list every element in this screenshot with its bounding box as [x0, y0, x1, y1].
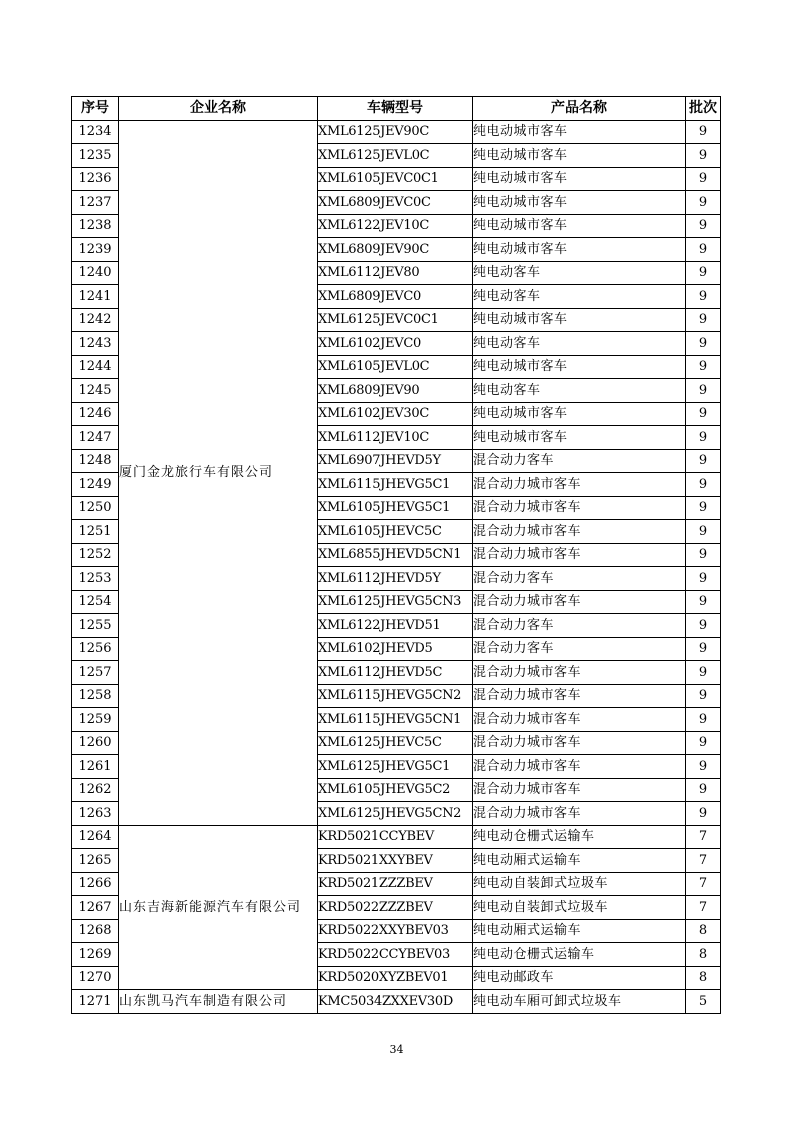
- cell-batch: 9: [686, 778, 721, 802]
- cell-product: 混合动力城市客车: [473, 731, 686, 755]
- cell-index: 1257: [72, 661, 119, 685]
- cell-batch: 9: [686, 426, 721, 450]
- cell-model: XML6125JEV90C: [318, 120, 473, 144]
- cell-model: XML6115JHEVG5CN1: [318, 708, 473, 732]
- cell-product: 纯电动自装卸式垃圾车: [473, 896, 686, 920]
- cell-index: 1264: [72, 825, 119, 849]
- cell-model: XML6115JHEVG5C1: [318, 473, 473, 497]
- cell-product: 纯电动厢式运输车: [473, 849, 686, 873]
- cell-product: 混合动力客车: [473, 567, 686, 591]
- cell-index: 1242: [72, 308, 119, 332]
- cell-model: XML6112JEV10C: [318, 426, 473, 450]
- cell-model: KRD5022CCYBEV03: [318, 943, 473, 967]
- cell-model: KMC5034ZXXEV30D: [318, 990, 473, 1014]
- cell-index: 1265: [72, 849, 119, 873]
- cell-product: 纯电动城市客车: [473, 402, 686, 426]
- cell-model: XML6112JEV80: [318, 261, 473, 285]
- cell-product: 混合动力城市客车: [473, 543, 686, 567]
- cell-batch: 9: [686, 755, 721, 779]
- cell-model: XML6122JEV10C: [318, 214, 473, 238]
- cell-product: 纯电动城市客车: [473, 167, 686, 191]
- cell-index: 1267: [72, 896, 119, 920]
- cell-index: 1258: [72, 684, 119, 708]
- cell-batch: 9: [686, 332, 721, 356]
- cell-batch: 7: [686, 825, 721, 849]
- header-batch: 批次: [686, 97, 721, 121]
- cell-index: 1238: [72, 214, 119, 238]
- cell-batch: 9: [686, 473, 721, 497]
- cell-model: XML6809JEVC0C: [318, 191, 473, 215]
- cell-model: XML6125JEVC0C1: [318, 308, 473, 332]
- cell-product: 纯电动客车: [473, 261, 686, 285]
- cell-product: 混合动力城市客车: [473, 755, 686, 779]
- cell-index: 1251: [72, 520, 119, 544]
- cell-model: XML6809JEV90C: [318, 238, 473, 262]
- cell-index: 1271: [72, 990, 119, 1014]
- cell-batch: 9: [686, 191, 721, 215]
- cell-batch: 9: [686, 308, 721, 332]
- header-company: 企业名称: [119, 97, 318, 121]
- cell-model: XML6125JHEVG5CN2: [318, 802, 473, 826]
- cell-batch: 9: [686, 167, 721, 191]
- cell-batch: 9: [686, 355, 721, 379]
- vehicle-table: [71, 96, 721, 1014]
- cell-index: 1255: [72, 614, 119, 638]
- cell-product: 混合动力城市客车: [473, 473, 686, 497]
- cell-model: XML6125JEVL0C: [318, 144, 473, 168]
- cell-model: XML6809JEVC0: [318, 285, 473, 309]
- page-number: 34: [389, 1043, 404, 1056]
- cell-index: 1246: [72, 402, 119, 426]
- cell-model: XML6122JHEVD51: [318, 614, 473, 638]
- cell-index: 1234: [72, 120, 119, 144]
- cell-batch: 9: [686, 496, 721, 520]
- cell-index: 1268: [72, 919, 119, 943]
- cell-product: 纯电动邮政车: [473, 966, 686, 990]
- cell-batch: 5: [686, 990, 721, 1014]
- cell-batch: 7: [686, 849, 721, 873]
- cell-model: XML6112JHEVD5C: [318, 661, 473, 685]
- cell-model: XML6105JHEVG5C1: [318, 496, 473, 520]
- cell-batch: 9: [686, 214, 721, 238]
- cell-product: 纯电动城市客车: [473, 120, 686, 144]
- cell-model: KRD5020XYZBEV01: [318, 966, 473, 990]
- cell-index: 1240: [72, 261, 119, 285]
- cell-model: XML6102JEV30C: [318, 402, 473, 426]
- cell-batch: 9: [686, 543, 721, 567]
- cell-product: 混合动力城市客车: [473, 520, 686, 544]
- cell-index: 1243: [72, 332, 119, 356]
- cell-product: 纯电动自装卸式垃圾车: [473, 872, 686, 896]
- cell-index: 1248: [72, 449, 119, 473]
- cell-model: XML6855JHEVD5CN1: [318, 543, 473, 567]
- cell-model: XML6102JHEVD5: [318, 637, 473, 661]
- cell-batch: 9: [686, 120, 721, 144]
- cell-index: 1270: [72, 966, 119, 990]
- cell-model: XML6907JHEVD5Y: [318, 449, 473, 473]
- cell-index: 1247: [72, 426, 119, 450]
- cell-model: XML6112JHEVD5Y: [318, 567, 473, 591]
- cell-index: 1254: [72, 590, 119, 614]
- cell-product: 纯电动客车: [473, 285, 686, 309]
- cell-index: 1262: [72, 778, 119, 802]
- cell-batch: 8: [686, 943, 721, 967]
- cell-model: XML6102JEVC0: [318, 332, 473, 356]
- cell-index: 1252: [72, 543, 119, 567]
- cell-model: XML6105JEVC0C1: [318, 167, 473, 191]
- table-body: [72, 120, 721, 1013]
- cell-index: 1244: [72, 355, 119, 379]
- cell-product: 混合动力城市客车: [473, 778, 686, 802]
- header-model: 车辆型号: [318, 97, 473, 121]
- cell-model: XML6125JHEVG5CN3: [318, 590, 473, 614]
- cell-model: KRD5021CCYBEV: [318, 825, 473, 849]
- cell-product: 纯电动仓栅式运输车: [473, 825, 686, 849]
- table-row: [72, 825, 721, 849]
- cell-product: 混合动力城市客车: [473, 708, 686, 732]
- cell-batch: 9: [686, 238, 721, 262]
- cell-product: 纯电动客车: [473, 379, 686, 403]
- cell-product: 纯电动车厢可卸式垃圾车: [473, 990, 686, 1014]
- cell-product: 混合动力客车: [473, 614, 686, 638]
- cell-model: XML6105JHEVG5C2: [318, 778, 473, 802]
- cell-index: 1256: [72, 637, 119, 661]
- header-product: 产品名称: [473, 97, 686, 121]
- cell-product: 纯电动厢式运输车: [473, 919, 686, 943]
- cell-batch: 9: [686, 449, 721, 473]
- cell-model: XML6105JEVL0C: [318, 355, 473, 379]
- table-row: [72, 120, 721, 144]
- cell-batch: 9: [686, 402, 721, 426]
- cell-model: KRD5021XXYBEV: [318, 849, 473, 873]
- cell-index: 1249: [72, 473, 119, 497]
- cell-product: 纯电动客车: [473, 332, 686, 356]
- cell-product: 纯电动城市客车: [473, 144, 686, 168]
- cell-batch: 9: [686, 379, 721, 403]
- cell-batch: 9: [686, 661, 721, 685]
- cell-batch: 7: [686, 896, 721, 920]
- cell-index: 1250: [72, 496, 119, 520]
- cell-batch: 9: [686, 285, 721, 309]
- cell-product: 混合动力城市客车: [473, 590, 686, 614]
- cell-company: 山东凯马汽车制造有限公司: [119, 990, 318, 1014]
- cell-index: 1266: [72, 872, 119, 896]
- cell-batch: 8: [686, 919, 721, 943]
- cell-company: 山东吉海新能源汽车有限公司: [119, 825, 318, 990]
- cell-product: 纯电动仓栅式运输车: [473, 943, 686, 967]
- cell-product: 纯电动城市客车: [473, 308, 686, 332]
- cell-index: 1237: [72, 191, 119, 215]
- cell-batch: 9: [686, 590, 721, 614]
- cell-model: XML6115JHEVG5CN2: [318, 684, 473, 708]
- cell-batch: 9: [686, 520, 721, 544]
- cell-index: 1261: [72, 755, 119, 779]
- cell-batch: 9: [686, 567, 721, 591]
- cell-batch: 9: [686, 144, 721, 168]
- cell-index: 1235: [72, 144, 119, 168]
- cell-index: 1236: [72, 167, 119, 191]
- cell-index: 1239: [72, 238, 119, 262]
- cell-product: 纯电动城市客车: [473, 214, 686, 238]
- cell-model: XML6125JHEVC5C: [318, 731, 473, 755]
- cell-batch: 9: [686, 614, 721, 638]
- cell-index: 1269: [72, 943, 119, 967]
- cell-batch: 9: [686, 708, 721, 732]
- cell-batch: 9: [686, 802, 721, 826]
- cell-product: 混合动力城市客车: [473, 661, 686, 685]
- table-row: [72, 990, 721, 1014]
- table-header-row: [72, 97, 721, 121]
- cell-model: KRD5022XXYBEV03: [318, 919, 473, 943]
- cell-product: 纯电动城市客车: [473, 238, 686, 262]
- cell-product: 混合动力城市客车: [473, 802, 686, 826]
- cell-index: 1260: [72, 731, 119, 755]
- cell-batch: 9: [686, 261, 721, 285]
- cell-model: XML6809JEV90: [318, 379, 473, 403]
- cell-index: 1259: [72, 708, 119, 732]
- cell-index: 1253: [72, 567, 119, 591]
- cell-product: 混合动力城市客车: [473, 684, 686, 708]
- cell-batch: 7: [686, 872, 721, 896]
- cell-product: 混合动力客车: [473, 449, 686, 473]
- cell-product: 混合动力客车: [473, 637, 686, 661]
- cell-product: 纯电动城市客车: [473, 355, 686, 379]
- cell-product: 混合动力城市客车: [473, 496, 686, 520]
- cell-batch: 9: [686, 731, 721, 755]
- cell-product: 纯电动城市客车: [473, 426, 686, 450]
- cell-batch: 9: [686, 684, 721, 708]
- cell-model: XML6105JHEVC5C: [318, 520, 473, 544]
- cell-model: KRD5021ZZZBEV: [318, 872, 473, 896]
- cell-index: 1263: [72, 802, 119, 826]
- cell-product: 纯电动城市客车: [473, 191, 686, 215]
- cell-batch: 9: [686, 637, 721, 661]
- cell-model: KRD5022ZZZBEV: [318, 896, 473, 920]
- header-index: 序号: [72, 97, 119, 121]
- cell-index: 1245: [72, 379, 119, 403]
- cell-model: XML6125JHEVG5C1: [318, 755, 473, 779]
- cell-company: 厦门金龙旅行车有限公司: [119, 120, 318, 825]
- cell-index: 1241: [72, 285, 119, 309]
- cell-batch: 8: [686, 966, 721, 990]
